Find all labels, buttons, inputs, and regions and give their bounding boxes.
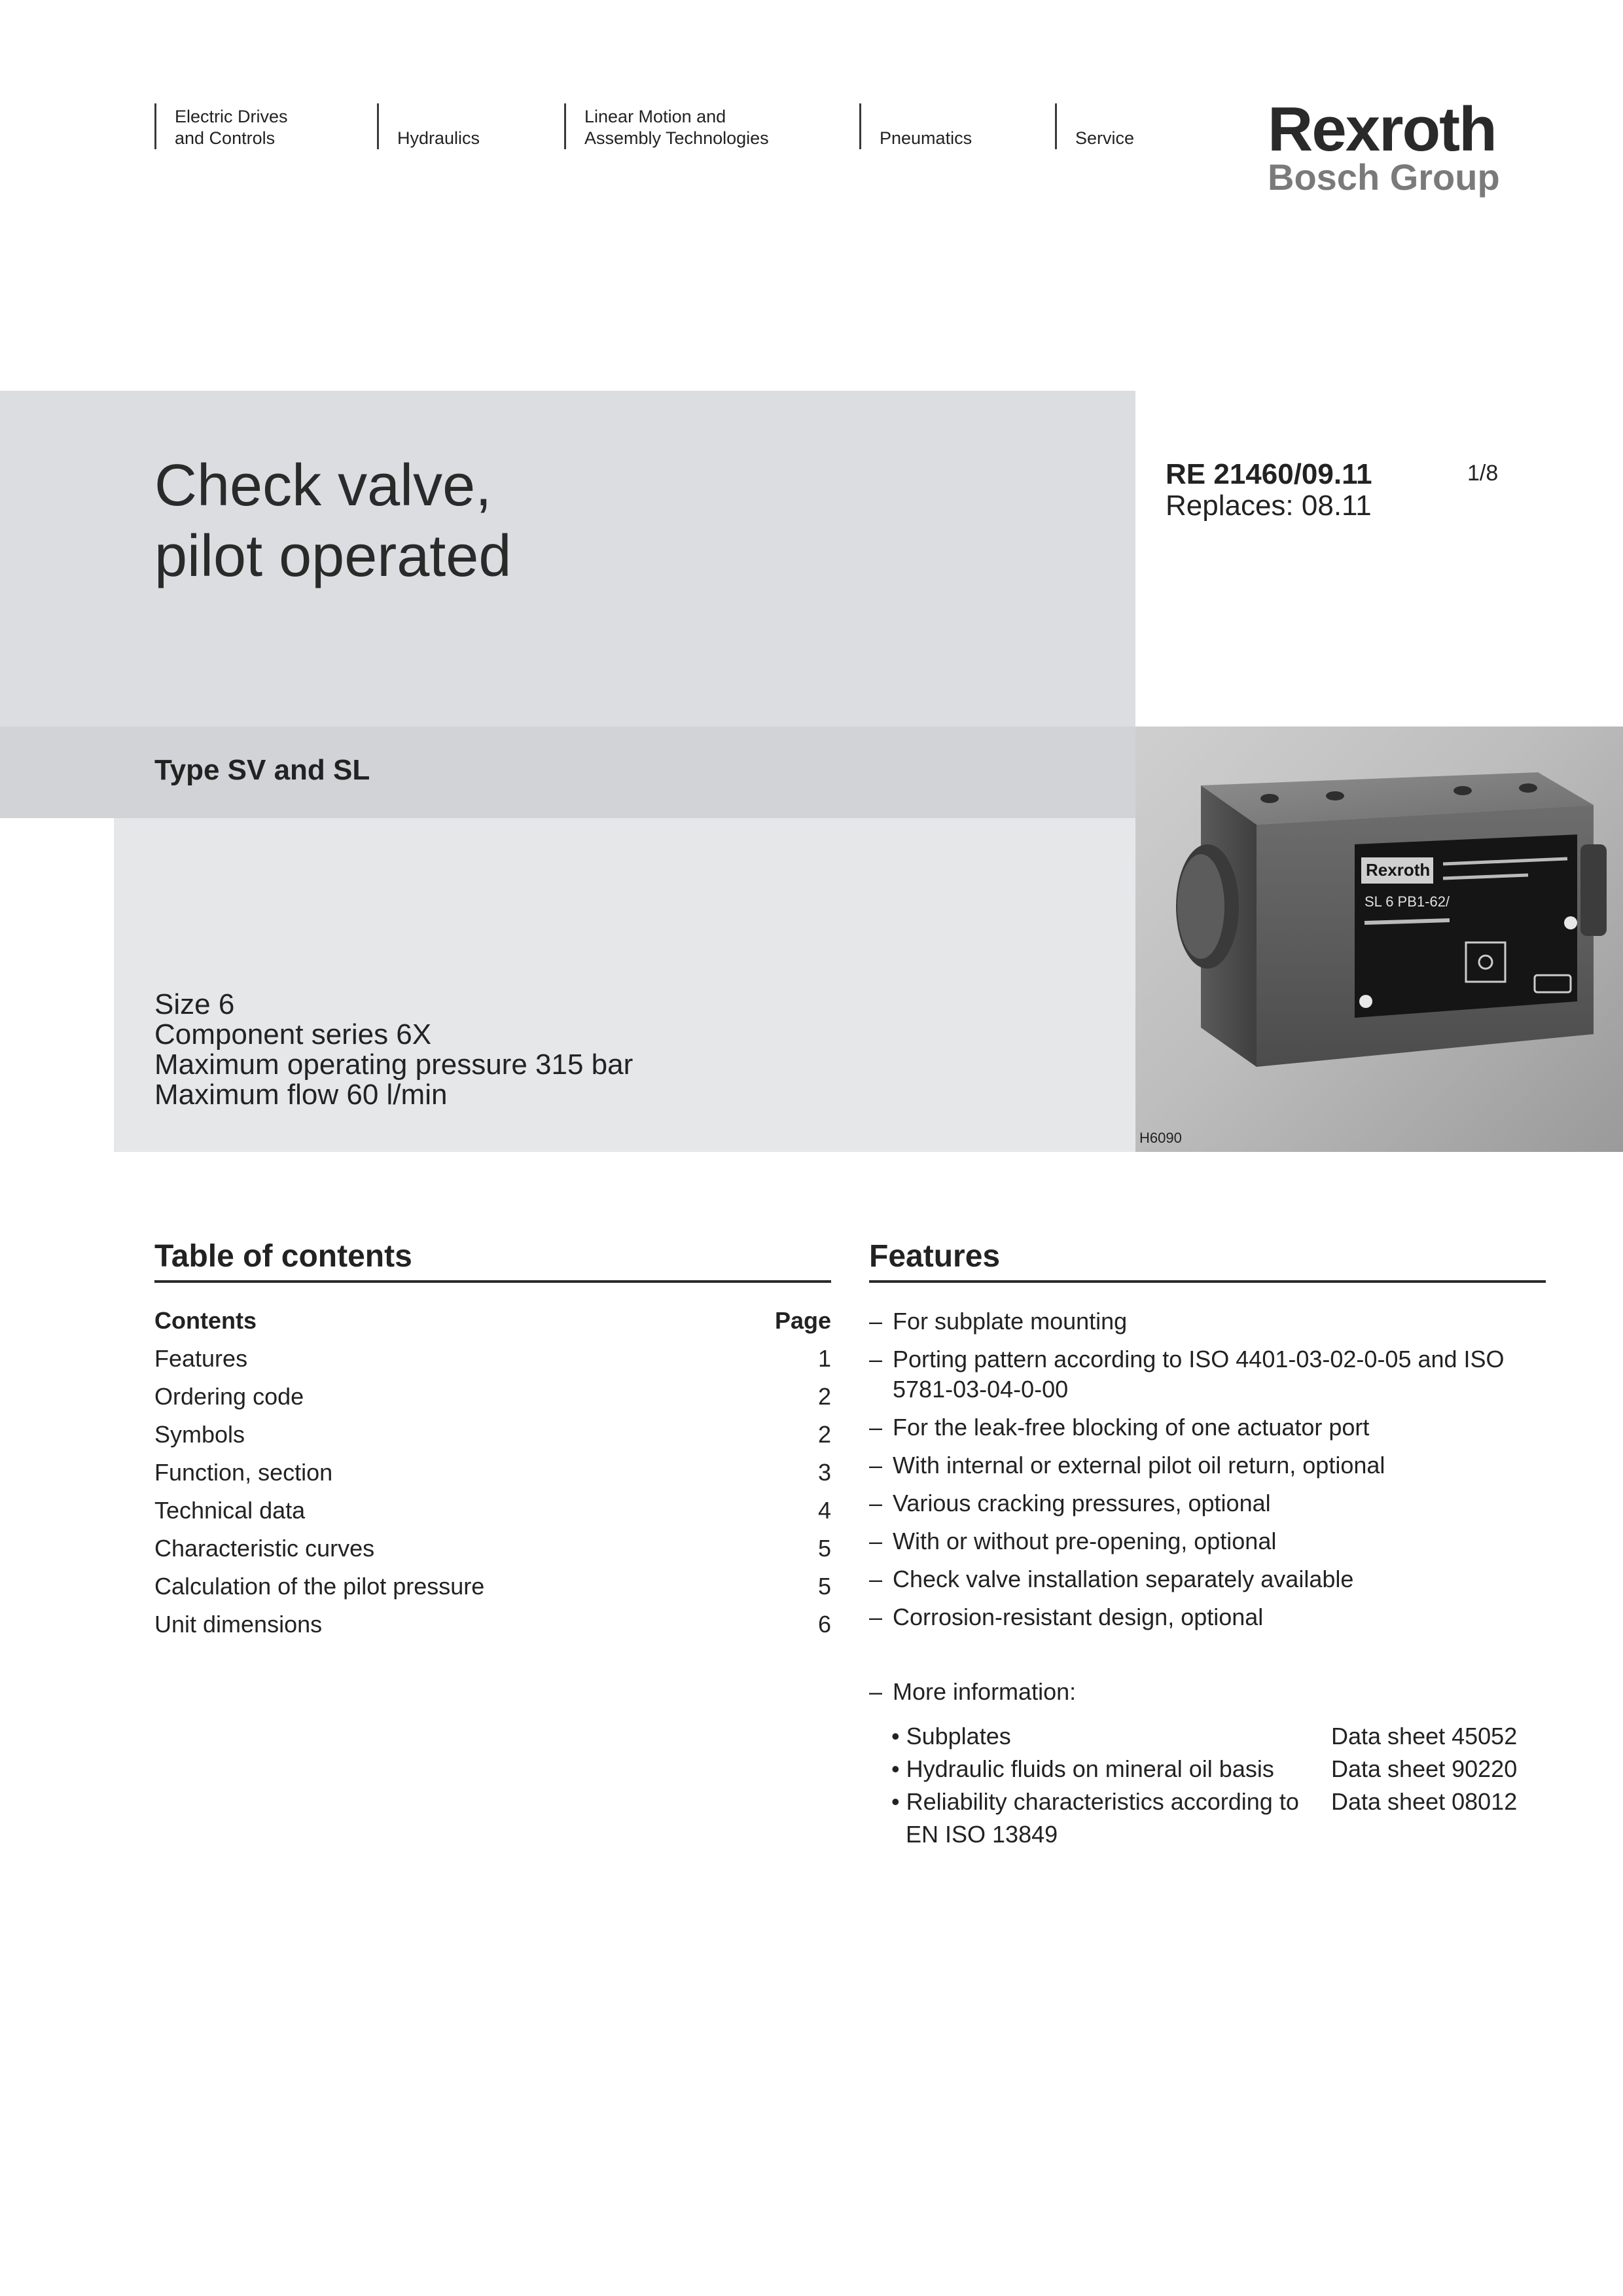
nameplate-brand: Rexroth xyxy=(1366,860,1431,880)
nameplate-screw xyxy=(1359,995,1372,1008)
feature-item: – For subplate mounting xyxy=(869,1308,1128,1335)
toc-row[interactable]: Calculation of the pilot pressure 5 xyxy=(154,1573,831,1600)
toc-row[interactable]: Ordering code 2 xyxy=(154,1383,831,1410)
data-sheet-ref[interactable]: Data sheet 90220 xyxy=(1331,1755,1518,1782)
feature-item: – With internal or external pilot oil return, optional xyxy=(869,1452,1385,1479)
valve-side-plug xyxy=(1580,844,1607,936)
more-info-item: • Subplates xyxy=(891,1723,1011,1749)
more-info-item: • Hydraulic fluids on mineral oil basis xyxy=(891,1755,1274,1782)
valve-illustration xyxy=(1135,726,1623,1152)
mounting-hole xyxy=(1260,794,1279,803)
document-number: RE 21460/09.11 xyxy=(1166,458,1372,490)
rexroth-logo: Rexroth xyxy=(1268,94,1496,164)
page-number: 1/8 xyxy=(1467,461,1499,486)
toc-row[interactable]: Features 1 xyxy=(154,1345,831,1372)
nameplate-model: SL 6 PB1-62/ xyxy=(1364,893,1450,910)
page-title: Check valve, pilot operated xyxy=(154,453,512,589)
spec-pressure: Maximum operating pressure 315 bar xyxy=(154,1049,633,1081)
nav-hydraulics[interactable]: Hydraulics xyxy=(377,103,480,149)
toc-row[interactable]: Characteristic curves 5 xyxy=(154,1535,831,1562)
mounting-hole xyxy=(1519,783,1537,793)
toc-heading: Table of contents xyxy=(154,1239,412,1274)
product-photo xyxy=(1135,726,1623,1152)
feature-item: – Corrosion-resistant design, optional xyxy=(869,1604,1264,1630)
spec-series: Component series 6X xyxy=(154,1018,432,1050)
spec-flow: Maximum flow 60 l/min xyxy=(154,1079,448,1111)
photo-caption: H6090 xyxy=(1139,1130,1182,1146)
feature-item: – Check valve installation separately available xyxy=(869,1566,1354,1592)
mounting-hole xyxy=(1326,791,1344,800)
nav-service[interactable]: Service xyxy=(1055,103,1134,149)
replaces-date: Replaces: 08.11 xyxy=(1166,490,1372,522)
feature-item: – Porting pattern according to ISO 4401-03-02-0-05 and ISO 5781-03-04-0-00 xyxy=(869,1346,1505,1403)
feature-item: – For the leak-free blocking of one actuator port xyxy=(869,1414,1370,1441)
toc-row[interactable]: Function, section 3 xyxy=(154,1459,831,1486)
features-rule xyxy=(869,1280,1546,1283)
features-heading: Features xyxy=(869,1239,1001,1274)
toc-col-page: Page xyxy=(774,1307,831,1334)
feature-item: – With or without pre-opening, optional xyxy=(869,1528,1277,1554)
toc-row[interactable]: Technical data 4 xyxy=(154,1497,831,1524)
feature-item: – Various cracking pressures, optional xyxy=(869,1490,1271,1516)
nav-electric-drives[interactable]: Electric Drives and Controls xyxy=(154,103,288,149)
type-heading: Type SV and SL xyxy=(154,754,370,786)
mounting-hole xyxy=(1454,786,1472,795)
toc-col-contents: Contents xyxy=(154,1307,257,1334)
nav-pneumatics[interactable]: Pneumatics xyxy=(859,103,972,149)
toc-rule xyxy=(154,1280,831,1283)
bosch-group-logo: Bosch Group xyxy=(1268,156,1500,198)
toc-row[interactable]: Unit dimensions 6 xyxy=(154,1611,831,1638)
more-information: – More information: xyxy=(869,1678,1077,1705)
data-sheet-ref[interactable]: Data sheet 45052 xyxy=(1331,1723,1518,1749)
toc-row[interactable]: Symbols 2 xyxy=(154,1421,831,1448)
spec-list xyxy=(154,990,633,1110)
nav-linear-motion[interactable]: Linear Motion and Assembly Technologies xyxy=(564,103,769,149)
more-info-item: • Reliability characteristics according to EN ISO 13849 xyxy=(891,1788,1299,1848)
nameplate-screw xyxy=(1564,916,1577,929)
data-sheet-ref[interactable]: Data sheet 08012 xyxy=(1331,1788,1518,1815)
nameplate-line xyxy=(1364,920,1450,923)
toc-header-row xyxy=(154,1306,831,1335)
spec-size: Size 6 xyxy=(154,988,235,1020)
